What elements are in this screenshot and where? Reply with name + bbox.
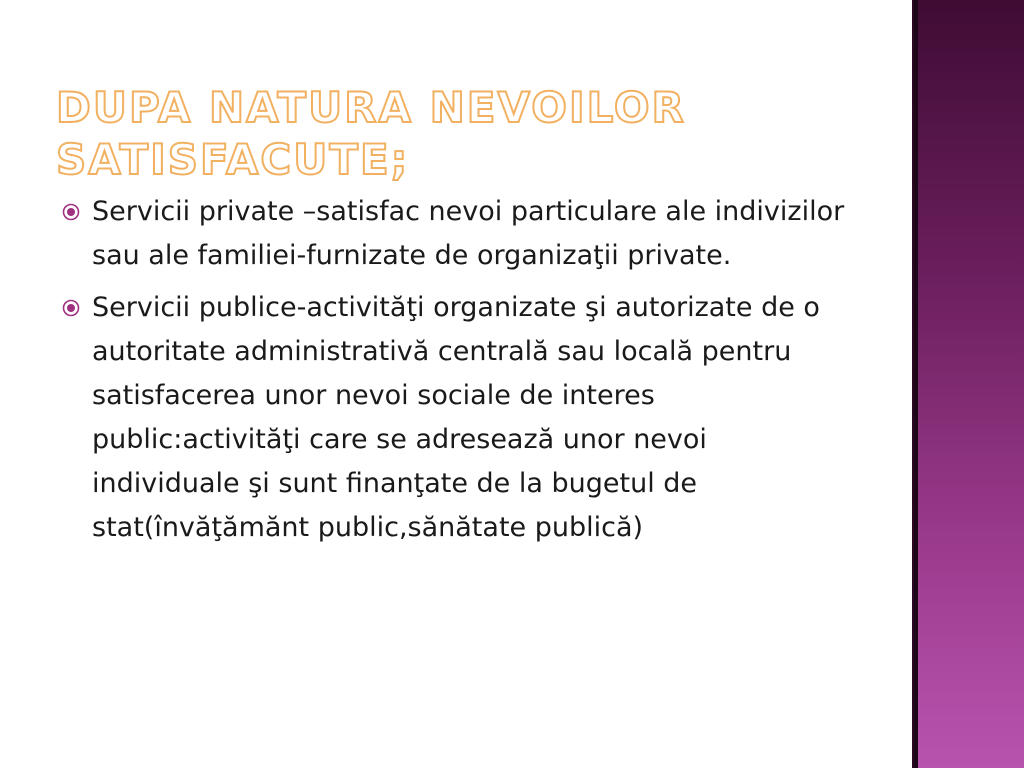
radio-bullet-icon bbox=[62, 299, 80, 317]
bullet-text: Servicii private –satisfac nevoi particulare ale indivizilor sau ale familiei-furnizate de organizaţii private. bbox=[92, 196, 845, 271]
bullet-item-private-services bbox=[60, 190, 860, 278]
panel-edge-stripe bbox=[914, 0, 918, 768]
bullet-item-public-services bbox=[60, 286, 860, 550]
decorative-side-panel bbox=[912, 0, 1024, 768]
bullet-list bbox=[60, 190, 860, 558]
bullet-text: Servicii publice-activităţi organizate şi autorizate de o autoritate administrativă centrală sau locală pentru satisfacerea unor nevoi sociale de interes public:activităţi care se adresează unor nevoi individuale şi sunt finanţate de la bugetul de stat(învăţămănt public,sănătate publică) bbox=[92, 292, 820, 543]
radio-bullet-icon bbox=[62, 203, 80, 221]
slide-title: DUPA NATURA NEVOILOR SATISFACUTE; bbox=[56, 83, 686, 185]
